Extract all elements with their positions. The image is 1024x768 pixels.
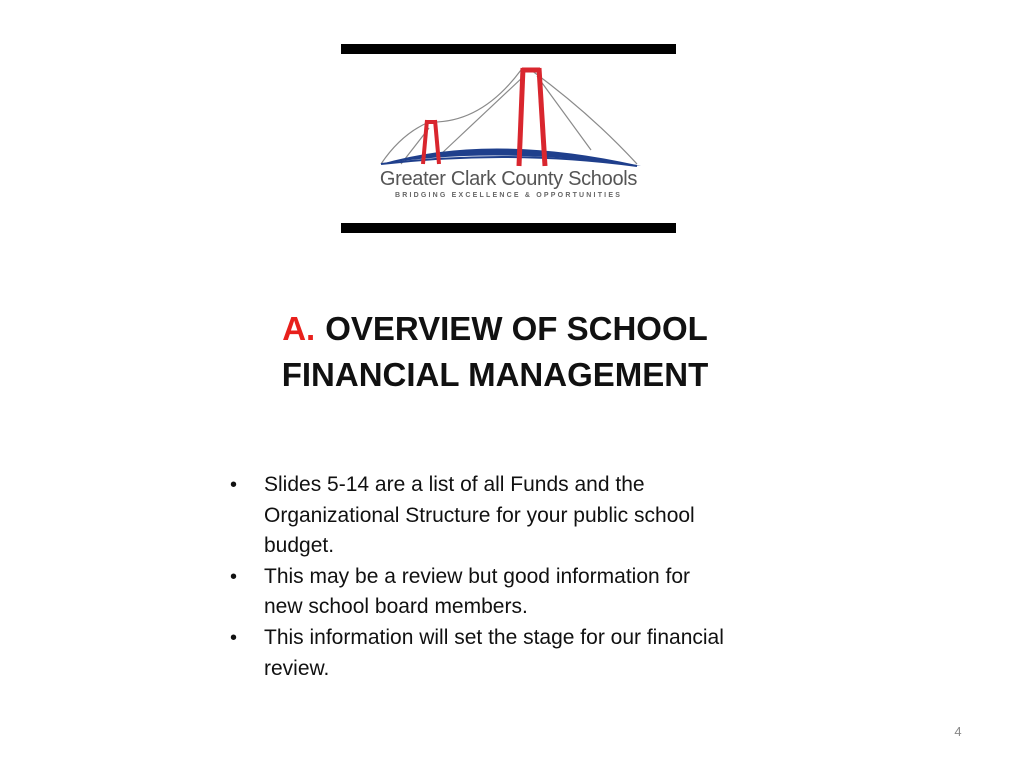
slide-title: [230, 306, 760, 398]
title-line-1-text: OVERVIEW OF SCHOOL: [325, 310, 708, 347]
title-section-letter: A.: [282, 310, 316, 347]
bullet-item: • This may be a review but good information for new school board members.: [230, 562, 730, 623]
logo-bottom-bar: [341, 223, 676, 233]
bullet-list: [230, 470, 730, 684]
logo-name: Greater Clark County Schools: [379, 168, 638, 190]
bullet-item: • This information will set the stage for our financial review.: [230, 623, 730, 684]
title-line-2: FINANCIAL MANAGEMENT: [281, 356, 709, 393]
title-line-1: [230, 306, 760, 352]
bullet-item: • Slides 5-14 are a list of all Funds and the Organizational Structure for your public school budget.: [230, 470, 730, 562]
page-number: 4: [954, 724, 962, 739]
logo-frame: [341, 44, 676, 233]
logo-tagline: BRIDGING EXCELLENCE & OPPORTUNITIES: [394, 192, 623, 199]
logo-top-bar: [341, 44, 676, 54]
